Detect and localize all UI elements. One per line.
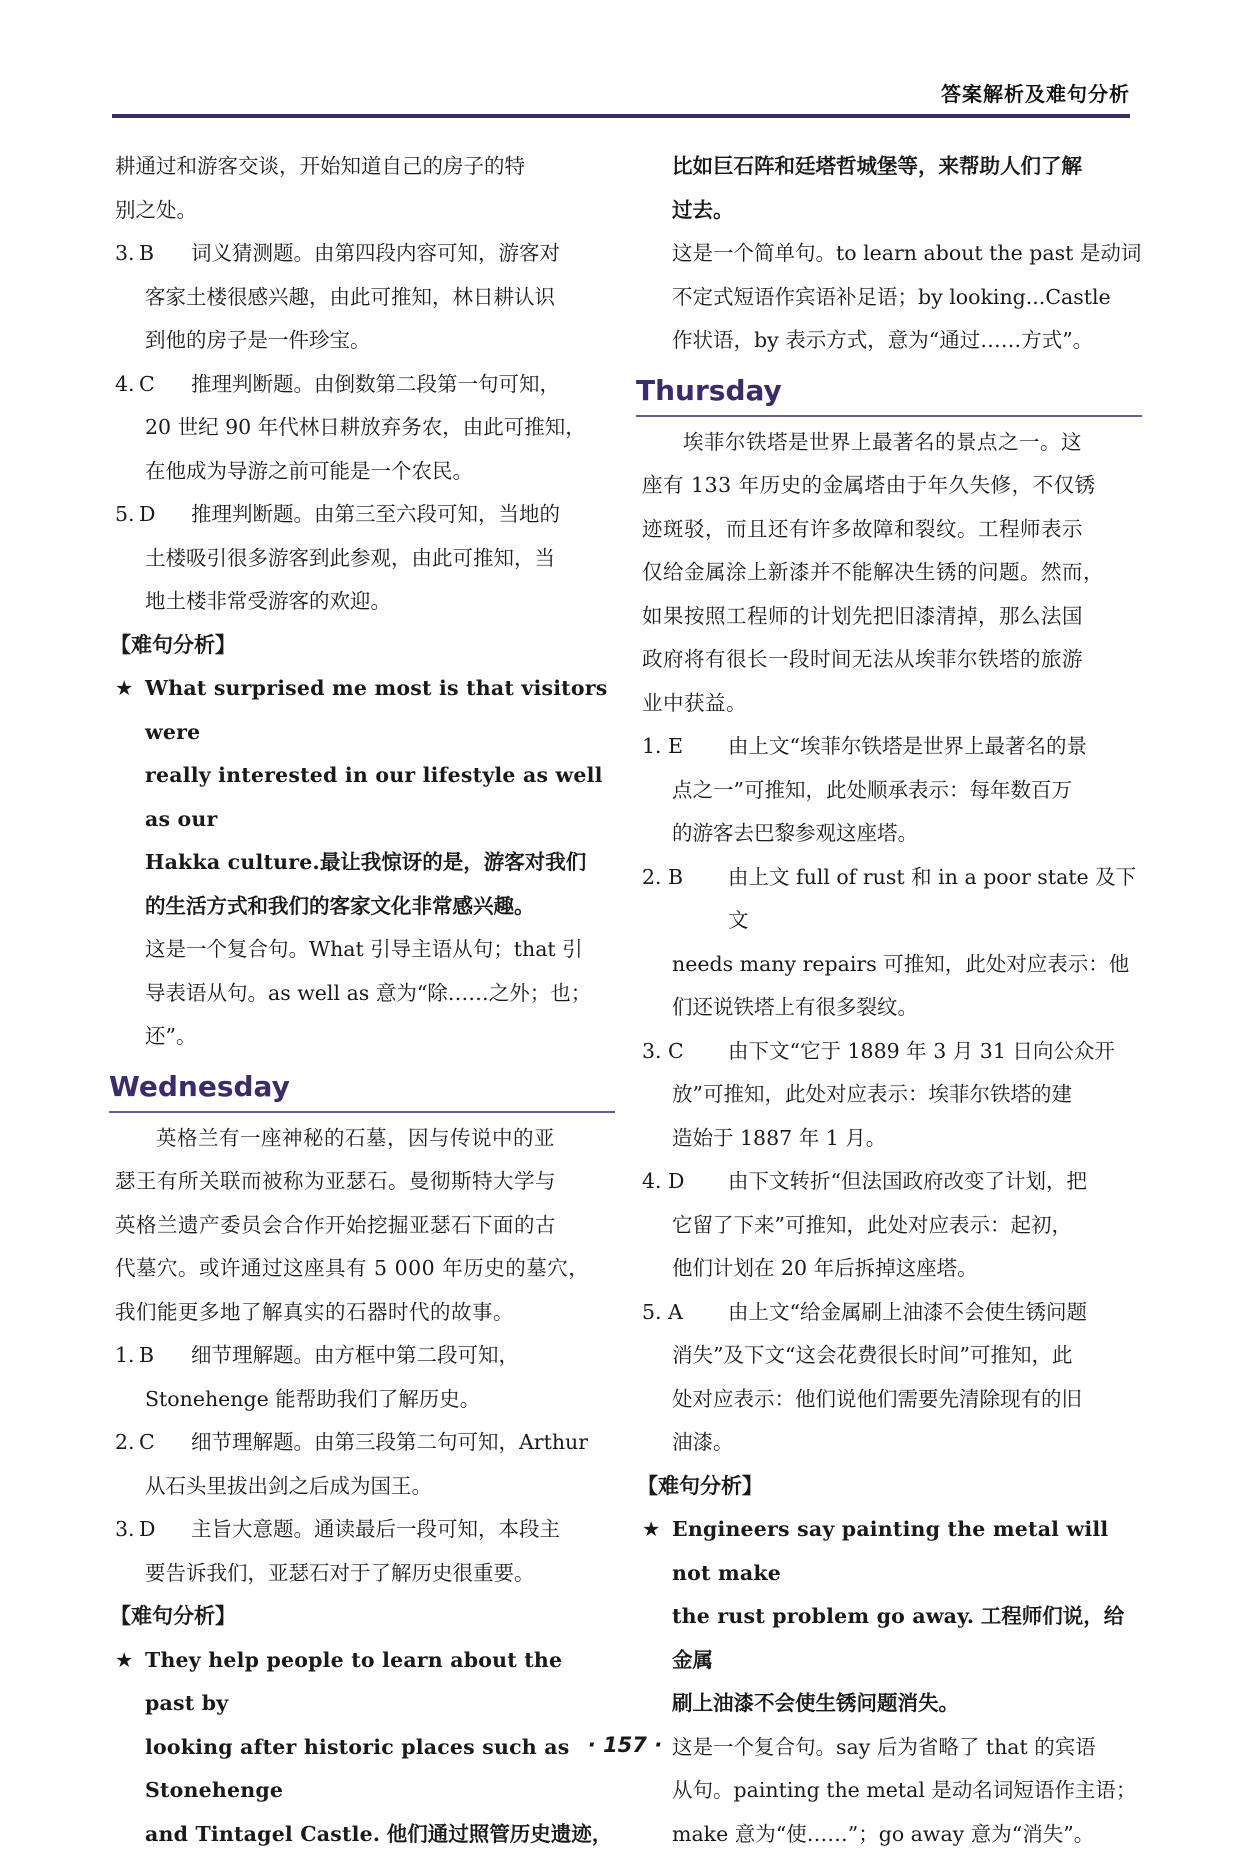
- sentence-english: What surprised me most is that visitors were: [145, 667, 615, 754]
- item-text: 要告诉我们，亚瑟石对于了解历史很重要。: [115, 1552, 615, 1596]
- left-column: [115, 145, 615, 1856]
- item-number: 3.: [115, 1508, 139, 1552]
- difficult-sentence: [115, 667, 615, 1059]
- item-number: 4.: [642, 1160, 668, 1204]
- right-column: [642, 145, 1142, 1856]
- item-text: 消失”及下文“这会花费很长时间”可推知，此: [642, 1334, 1142, 1378]
- item-answer: C: [139, 1421, 191, 1465]
- item-text: 细节理解题。由第三段第二句可知，Arthur: [191, 1421, 615, 1465]
- sentence-explanation: 还”。: [145, 1015, 615, 1059]
- sentence-explanation: 这是一个简单句。to learn about the past 是动词: [672, 232, 1142, 276]
- passage-line: 埃菲尔铁塔是世界上最著名的景点之一。这: [642, 421, 1142, 465]
- passage-line: 如果按照工程师的计划先把旧漆清掉，那么法国: [642, 595, 1142, 639]
- item-answer: D: [668, 1160, 728, 1204]
- item-text: 由下文转折“但法国政府改变了计划，把: [728, 1160, 1142, 1204]
- item-answer: D: [139, 493, 191, 537]
- sentence-english: and Tintagel Castle.: [145, 1822, 380, 1846]
- item-text: 他们计划在 20 年后拆掉这座塔。: [642, 1247, 1142, 1291]
- page-number: · 157 ·: [0, 1733, 1250, 1757]
- sentence-english: Engineers say painting the metal will not make: [672, 1508, 1142, 1595]
- header-rule: [112, 114, 1130, 118]
- item-text: 词义猜测题。由第四段内容可知，游客对: [191, 232, 615, 276]
- sentence-chinese: 的生活方式和我们的客家文化非常感兴趣。: [145, 885, 615, 929]
- item-text: 土楼吸引很多游客到此参观，由此可推知，当: [115, 537, 615, 581]
- item-text: needs many repairs 可推知，此处对应表示：他: [642, 943, 1142, 987]
- item-text: 在他成为导游之前可能是一个农民。: [115, 450, 615, 494]
- item-text: 推理判断题。由倒数第二段第一句可知，: [191, 363, 615, 407]
- item-text: 由上文“给金属刷上油漆不会使生锈问题: [728, 1291, 1142, 1335]
- item-text: 20 世纪 90 年代林日耕放弃务农，由此可推知，: [115, 406, 615, 450]
- section-title-thursday: Thursday: [636, 369, 1142, 417]
- passage-line: 我们能更多地了解真实的石器时代的故事。: [115, 1291, 615, 1335]
- item-text: 点之一”可推知，此处顺承表示：每年数百万: [642, 769, 1142, 813]
- answer-item-2: [115, 1421, 615, 1465]
- item-number: 5.: [642, 1291, 668, 1335]
- sentence-chinese: 工程师们说，给金属: [672, 1604, 1124, 1672]
- item-answer: A: [668, 1291, 728, 1335]
- sentence-chinese: 比如巨石阵和廷塔哲城堡等，来帮助人们了解: [672, 145, 1142, 189]
- item-text: 的游客去巴黎参观这座塔。: [642, 812, 1142, 856]
- answer-item-5r: [642, 1291, 1142, 1335]
- sentence-chinese: 最让我惊讶的是，游客对我们: [320, 850, 587, 874]
- item-answer: B: [668, 856, 728, 943]
- answer-item-4r: [642, 1160, 1142, 1204]
- answer-item-1r: [642, 725, 1142, 769]
- intro-line: 耕通过和游客交谈，开始知道自己的房子的特: [115, 145, 615, 189]
- item-number: 3.: [115, 232, 139, 276]
- sentence-chinese: 过去。: [672, 189, 1142, 233]
- item-number: 1.: [115, 1334, 139, 1378]
- wednesday-passage: [115, 1117, 615, 1335]
- star-icon: ★: [642, 1508, 672, 1856]
- answer-item-3: [115, 232, 615, 276]
- star-icon: ★: [115, 667, 145, 1059]
- passage-line: 英格兰遗产委员会合作开始挖掘亚瑟石下面的古: [115, 1204, 615, 1248]
- passage-line: 座有 133 年历史的金属塔由于年久失修，不仅锈: [642, 464, 1142, 508]
- item-number: 1.: [642, 725, 668, 769]
- item-answer: C: [668, 1030, 728, 1074]
- item-answer: B: [139, 232, 191, 276]
- item-text: 地土楼非常受游客的欢迎。: [115, 580, 615, 624]
- analysis-label: 【难句分析】: [110, 1595, 615, 1639]
- item-text: 客家土楼很感兴趣，由此可推知，林日耕认识: [115, 276, 615, 320]
- item-text: 由上文“埃菲尔铁塔是世界上最著名的景: [728, 725, 1142, 769]
- sentence-explanation: 这是一个复合句。What 引导主语从句；that 引: [145, 928, 615, 972]
- item-text: 们还说铁塔上有很多裂纹。: [642, 986, 1142, 1030]
- item-text: 由下文“它于 1889 年 3 月 31 日向公众开: [728, 1030, 1142, 1074]
- intro-line: 别之处。: [115, 189, 615, 233]
- passage-line: 瑟王有所关联而被称为亚瑟石。曼彻斯特大学与: [115, 1160, 615, 1204]
- item-number: 4.: [115, 363, 139, 407]
- item-answer: D: [139, 1508, 191, 1552]
- item-text: 主旨大意题。通读最后一段可知，本段主: [191, 1508, 615, 1552]
- passage-line: 业中获益。: [642, 682, 1142, 726]
- answer-item-3b: [115, 1508, 615, 1552]
- sentence-explanation: 从句。painting the metal 是动名词短语作主语；: [672, 1769, 1142, 1813]
- section-title-wednesday: Wednesday: [109, 1065, 615, 1113]
- sentence-explanation: 作状语，by 表示方式，意为“通过……方式”。: [672, 319, 1142, 363]
- item-text: 到他的房子是一件珍宝。: [115, 319, 615, 363]
- answer-item-4: [115, 363, 615, 407]
- item-text: 油漆。: [642, 1421, 1142, 1465]
- passage-line: 代墓穴。或许通过这座具有 5 000 年历史的墓穴，: [115, 1247, 615, 1291]
- sentence-english: They help people to learn about the past by: [145, 1639, 615, 1726]
- analysis-label: 【难句分析】: [637, 1465, 1142, 1509]
- sentence-explanation: 不定式短语作宾语补足语；by looking...Castle: [672, 276, 1142, 320]
- item-text: 细节理解题。由方框中第二段可知，: [191, 1334, 615, 1378]
- answer-item-3r: [642, 1030, 1142, 1074]
- passage-line: 政府将有很长一段时间无法从埃菲尔铁塔的旅游: [642, 638, 1142, 682]
- sentence-explanation: make 意为“使……”；go away 意为“消失”。: [672, 1813, 1142, 1856]
- item-text: 它留了下来”可推知，此处对应表示：起初，: [642, 1204, 1142, 1248]
- item-number: 5.: [115, 493, 139, 537]
- item-answer: B: [139, 1334, 191, 1378]
- sentence-english: looking after historic places such as Stonehenge: [145, 1726, 615, 1813]
- item-text: 推理判断题。由第三至六段可知，当地的: [191, 493, 615, 537]
- item-text: 放”可推知，此处对应表示：埃菲尔铁塔的建: [642, 1073, 1142, 1117]
- page-header: [112, 78, 1130, 118]
- analysis-label: 【难句分析】: [110, 624, 615, 668]
- sentence-english: really interested in our lifestyle as well as our: [145, 754, 615, 841]
- item-text: 由上文 full of rust 和 in a poor state 及下文: [728, 856, 1142, 943]
- passage-line: 仅给金属涂上新漆并不能解决生锈的问题。然而，: [642, 551, 1142, 595]
- passage-line: 迹斑驳，而且还有许多故障和裂纹。工程师表示: [642, 508, 1142, 552]
- sentence-explanation: 这是一个复合句。say 后为省略了 that 的宾语: [672, 1726, 1142, 1770]
- passage-line: 英格兰有一座神秘的石墓，因与传说中的亚: [115, 1117, 615, 1161]
- sentence-explanation: 导表语从句。as well as 意为“除……之外；也；: [145, 972, 615, 1016]
- difficult-sentence: [642, 1508, 1142, 1856]
- item-text: 从石头里拔出剑之后成为国王。: [115, 1465, 615, 1509]
- item-answer: C: [139, 363, 191, 407]
- item-answer: E: [668, 725, 728, 769]
- sentence-english: Hakka culture.: [145, 850, 320, 874]
- item-text: 处对应表示：他们说他们需要先清除现有的旧: [642, 1378, 1142, 1422]
- item-number: 2.: [642, 856, 668, 943]
- sentence-chinese: 他们通过照管历史遗迹，: [387, 1822, 613, 1846]
- header-title: 答案解析及难句分析: [941, 82, 1130, 106]
- answer-item-5: [115, 493, 615, 537]
- answer-item-1: [115, 1334, 615, 1378]
- item-text: 造始于 1887 年 1 月。: [642, 1117, 1142, 1161]
- item-number: 2.: [115, 1421, 139, 1465]
- sentence-english: the rust problem go away.: [672, 1604, 974, 1628]
- thursday-passage: [642, 421, 1142, 726]
- star-icon: ★: [115, 1639, 145, 1856]
- answer-item-2r: [642, 856, 1142, 943]
- item-text: Stonehenge 能帮助我们了解历史。: [115, 1378, 615, 1422]
- item-number: 3.: [642, 1030, 668, 1074]
- sentence-chinese: 刷上油漆不会使生锈问题消失。: [672, 1682, 1142, 1726]
